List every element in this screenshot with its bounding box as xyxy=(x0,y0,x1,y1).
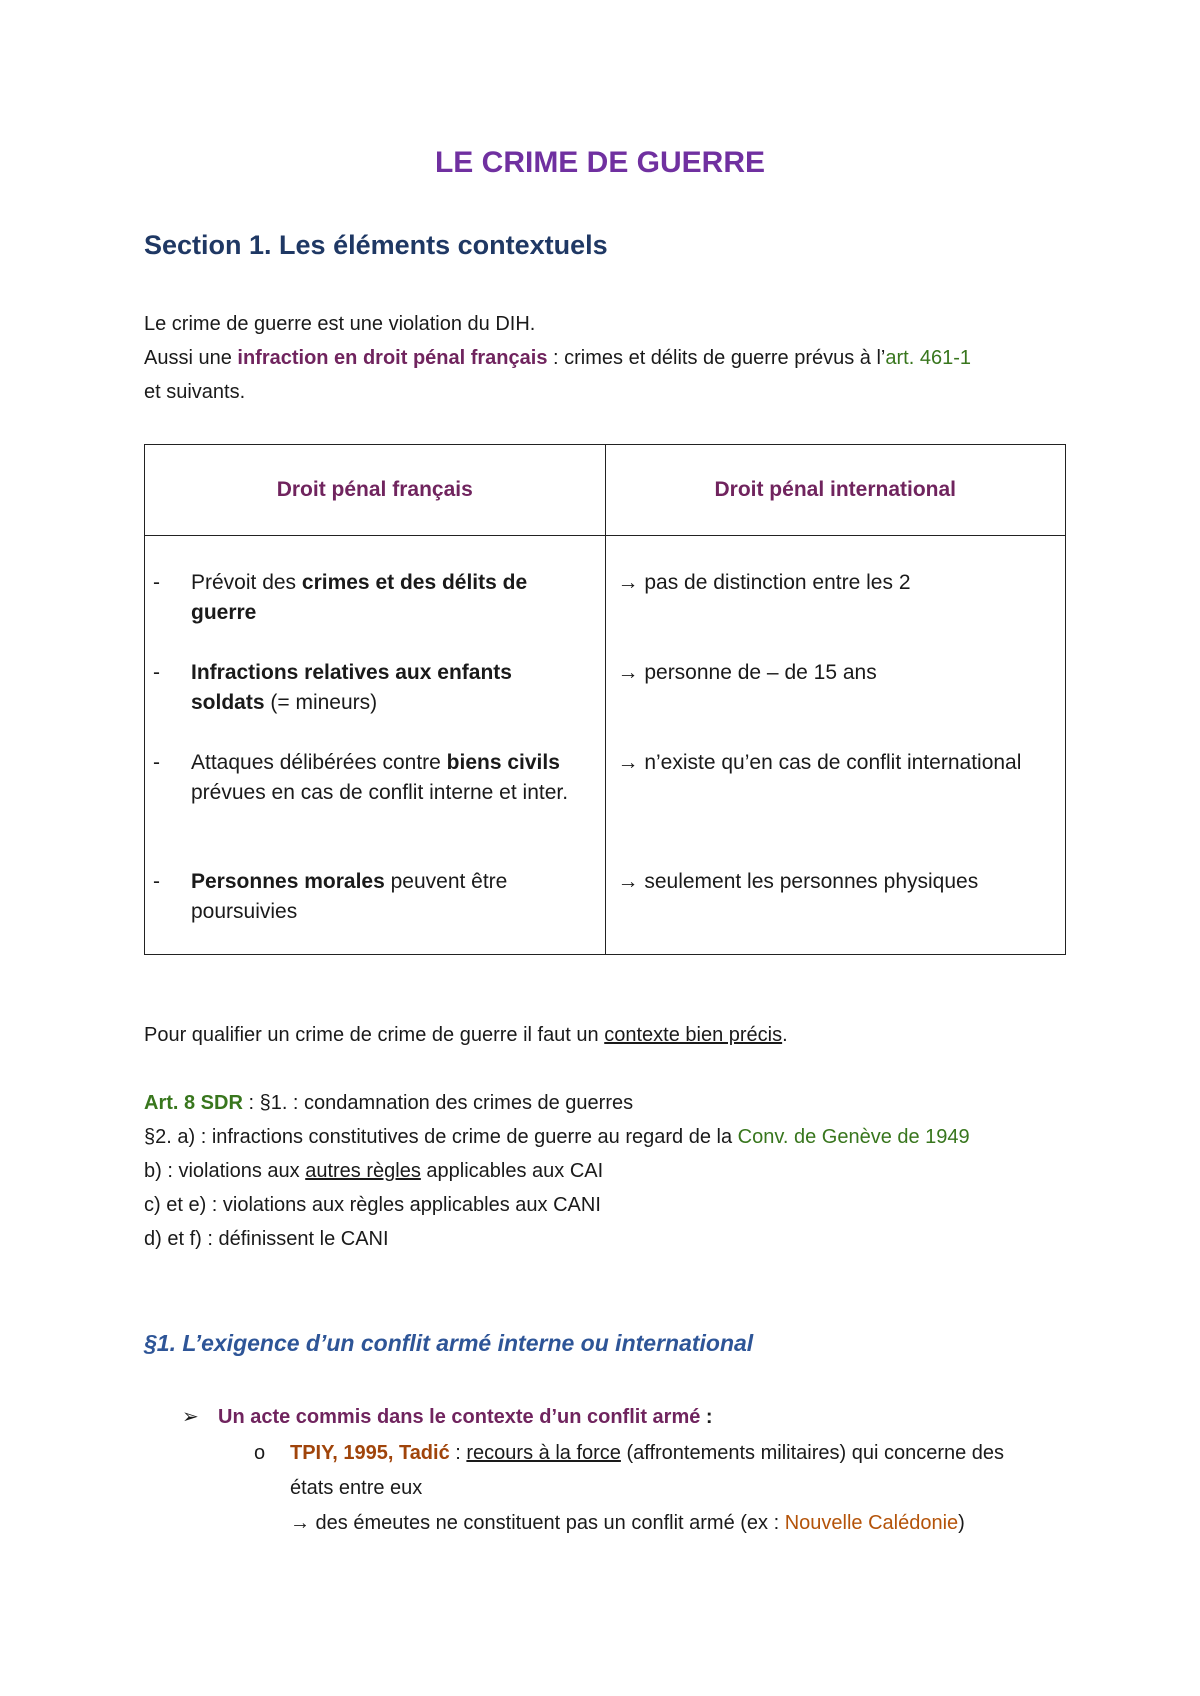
item-bold: Infractions relatives aux enfants soldats xyxy=(191,661,512,714)
example-reference: Nouvelle Calédonie xyxy=(784,1512,959,1534)
list-item xyxy=(153,748,571,808)
dash-marker: - xyxy=(153,751,160,774)
sub-line-2-end: ) xyxy=(958,1512,965,1534)
intro-line-3: et suivants. xyxy=(144,381,246,403)
cell-francais xyxy=(145,536,606,955)
article-reference: art. 461-1 xyxy=(885,347,971,369)
convention-reference: Conv. de Genève de 1949 xyxy=(737,1126,970,1148)
table-row xyxy=(145,536,1066,955)
arrow-icon: → xyxy=(617,571,639,594)
item-text: personne de – de 15 ans xyxy=(638,661,877,684)
document-title: LE CRIME DE GUERRE xyxy=(434,146,766,179)
table-header-row xyxy=(145,445,1066,536)
item-text: n’existe qu’en cas de conflit international xyxy=(638,751,1022,774)
art8-paragraph xyxy=(144,1086,970,1256)
item-text: seulement les personnes physiques xyxy=(638,870,979,893)
subsection-heading: §1. L’exigence d’un conflit armé interne ou international xyxy=(144,1330,754,1356)
dash-marker: - xyxy=(153,661,160,684)
dash-marker: - xyxy=(153,571,160,594)
intro-highlight: infraction en droit pénal français xyxy=(237,347,548,369)
bullet-colon: : xyxy=(700,1406,713,1428)
item-text: (= mineurs) xyxy=(264,691,378,714)
header-droit-penal-francais: Droit pénal français xyxy=(145,445,606,536)
sub-colon: : xyxy=(449,1442,467,1464)
context-text: . xyxy=(782,1024,788,1046)
item-text: Prévoit des xyxy=(191,571,302,594)
item-text: peuvent être poursuivies xyxy=(191,870,508,923)
list-item xyxy=(618,867,1058,897)
arrow-icon: → xyxy=(617,661,639,684)
bullet-text: Un acte commis dans le contexte d’un conflit armé xyxy=(218,1406,701,1428)
comparison-table xyxy=(144,444,1066,955)
list-item xyxy=(618,658,1058,688)
context-underlined: contexte bien précis xyxy=(604,1024,783,1046)
arrowhead-bullet-icon: ➢ xyxy=(182,1406,199,1428)
context-text: Pour qualifier un crime de crime de guerre il faut un xyxy=(144,1024,605,1046)
art8-line-1: : §1. : condamnation des crimes de guerres xyxy=(242,1092,634,1114)
item-bold: biens civils xyxy=(446,751,560,774)
intro-paragraph xyxy=(144,307,971,409)
arrow-icon: → xyxy=(290,1512,310,1534)
circle-bullet-icon: o xyxy=(254,1442,266,1464)
sub-text: (affrontements militaires) qui concerne des états entre eux xyxy=(290,1442,1005,1499)
arrow-icon: → xyxy=(617,870,639,893)
item-text: pas de distinction entre les 2 xyxy=(638,571,911,594)
article-reference: Art. 8 SDR xyxy=(144,1092,243,1114)
list-item xyxy=(618,568,1058,598)
item-text: prévues en cas de conflit interne et inter. xyxy=(191,781,569,804)
art8-line-4: c) et e) : violations aux règles applicables aux CANI xyxy=(144,1194,601,1216)
list-item xyxy=(618,748,1058,778)
header-droit-penal-international: Droit pénal international xyxy=(605,445,1066,536)
arrow-icon: → xyxy=(617,751,639,774)
section-heading: Section 1. Les éléments contextuels xyxy=(144,230,608,260)
list-item xyxy=(153,867,571,927)
item-bold: Personnes morales xyxy=(191,870,385,893)
item-text: Attaques délibérées contre xyxy=(191,751,447,774)
art8-line-3b: applicables aux CAI xyxy=(420,1160,604,1182)
list-item xyxy=(153,568,571,628)
art8-underlined: autres règles xyxy=(305,1160,421,1182)
item-bold: crimes et des délits de guerre xyxy=(191,571,528,624)
dash-marker: - xyxy=(153,870,160,893)
art8-line-3: b) : violations aux xyxy=(144,1160,306,1182)
list-item xyxy=(153,658,571,718)
context-paragraph xyxy=(144,1018,788,1052)
art8-line-2: §2. a) : infractions constitutives de crime de guerre au regard de la xyxy=(144,1126,738,1148)
sub-line-2: des émeutes ne constituent pas un conflit armé (ex : xyxy=(310,1512,785,1534)
intro-line-2a: Aussi une xyxy=(144,347,238,369)
intro-line-2c: : crimes et délits de guerre prévus à l’ xyxy=(547,347,886,369)
art8-line-5: d) et f) : définissent le CANI xyxy=(144,1228,389,1250)
intro-line-1: Le crime de guerre est une violation du DIH. xyxy=(144,313,536,335)
sub-underlined: recours à la force xyxy=(466,1442,621,1464)
cell-international xyxy=(605,536,1066,955)
case-reference: TPIY, 1995, Tadić xyxy=(290,1442,450,1464)
